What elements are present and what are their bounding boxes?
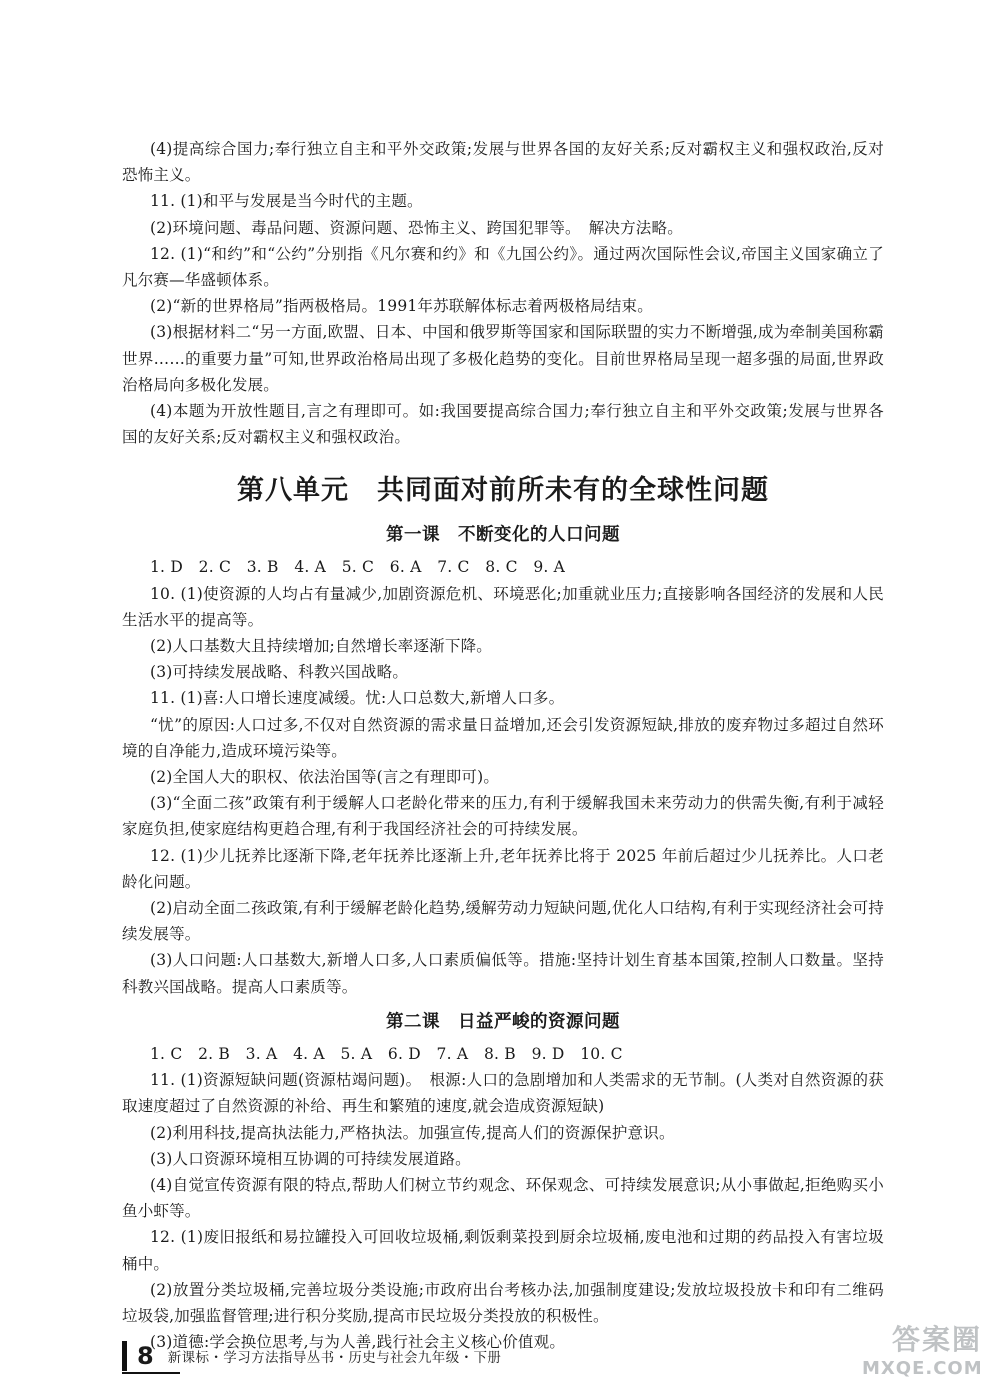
answer-paragraph: 11. (1)资源短缺问题(资源枯竭问题)。 根源:人口的急剧增加和人类需求的无节制。(人类对自然资源的获取速度超过了自然资源的补给、再生和繁殖的速度,就会造成资源短缺) bbox=[122, 1071, 884, 1116]
page-footer bbox=[122, 1338, 501, 1374]
series-title: 新课标・学习方法指导丛书・历史与社会九年级・下册 bbox=[167, 1350, 502, 1366]
top-answer-section bbox=[122, 136, 884, 450]
watermark-logo bbox=[862, 1318, 982, 1388]
answer-paragraph: 10. (1)使资源的人均占有量减少,加剧资源危机、环境恶化;加重就业压力;直接影响各国经济的发展和人民生活水平的提高等。 bbox=[122, 584, 884, 629]
answer-paragraph: (3)人口资源环境相互协调的可持续发展道路。 bbox=[150, 1149, 471, 1168]
answer-paragraph: “忧”的原因:人口过多,不仅对自然资源的需求量日益增加,还会引发资源短缺,排放的废弃物过多超过自然环境的自净能力,造成环境污染等。 bbox=[122, 715, 884, 760]
footer-underline bbox=[122, 1372, 180, 1374]
answer-paragraph: (2)全国人大的职权、依法治国等(言之有理即可)。 bbox=[150, 768, 500, 787]
answer-paragraph: (3)道德:学会换位思考,与为人善,践行社会主义核心价值观。 bbox=[150, 1333, 566, 1352]
page-number: 8 bbox=[137, 1342, 154, 1370]
watermark-text: 答案圈 bbox=[891, 1323, 982, 1356]
answer-paragraph: 11. (1)喜:人口增长速度减缓。忧:人口总数大,新增人口多。 bbox=[150, 689, 565, 708]
answer-paragraph: (3)根据材料二“另一方面,欧盟、日本、中国和俄罗斯等国家和国际联盟的实力不断增强,成为牵制美国称霸世界……的重要力量”可知,世界政治格局出现了多极化趋势的变化。目前世界格局呈现一超多强的局面,世界政治格局向多极化发展。 bbox=[122, 323, 884, 394]
answer-paragraph: (2)启动全面二孩政策,有利于缓解老龄化趋势,缓解劳动力短缺问题,优化人口结构,有利于实现经济社会可持续发展等。 bbox=[122, 899, 884, 944]
page-content bbox=[122, 136, 884, 1355]
lesson-2-title: 第二课 日益严峻的资源问题 bbox=[386, 1011, 620, 1032]
answer-paragraph: 1. D 2. C 3. B 4. A 5. C 6. A 7. C 8. C 9. A bbox=[150, 558, 566, 577]
answer-paragraph: 11. (1)和平与发展是当今时代的主题。 bbox=[150, 192, 423, 211]
lesson-2-answers bbox=[122, 1041, 884, 1355]
unit-title: 第八单元 共同面对前所未有的全球性问题 bbox=[237, 475, 769, 507]
answer-paragraph: (4)本题为开放性题目,言之有理即可。如:我国要提高综合国力;奉行独立自主和平外交政策;发展与世界各国的友好关系;反对霸权主义和强权政治。 bbox=[122, 402, 884, 447]
lesson-1-title: 第一课 不断变化的人口问题 bbox=[386, 525, 620, 546]
answer-paragraph: (3)“全面二孩”政策有利于缓解人口老龄化带来的压力,有利于缓解我国未来劳动力的供需失衡,有利于减轻家庭负担,使家庭结构更趋合理,有利于我国经济社会的可持续发展。 bbox=[122, 794, 884, 839]
answer-paragraph: 12. (1)“和约”和“公约”分别指《凡尔赛和约》和《九国公约》。通过两次国际性会议,帝国主义国家确立了凡尔赛—华盛顿体系。 bbox=[122, 244, 884, 290]
watermark-url: MXQE.COM bbox=[862, 1358, 983, 1379]
footer-bar bbox=[122, 1341, 127, 1371]
answer-paragraph: (2)“新的世界格局”指两极格局。1991年苏联解体标志着两极格局结束。 bbox=[150, 297, 653, 316]
answer-paragraph: (2)放置分类垃圾桶,完善垃圾分类设施;市政府出台考核办法,加强制度建设;发放垃圾投放卡和印有二维码垃圾袋,加强监督管理;进行积分奖励,提高市民垃圾分类投放的积极性。 bbox=[122, 1280, 884, 1325]
answer-paragraph: 12. (1)少儿抚养比逐渐下降,老年抚养比逐渐上升,老年抚养比将于 2025 年前后超过少儿抚养比。人口老龄化问题。 bbox=[122, 846, 884, 891]
answer-paragraph: 1. C 2. B 3. A 4. A 5. A 6. D 7. A 8. B 9. D 10. C bbox=[150, 1044, 623, 1063]
lesson-1-answers bbox=[122, 554, 884, 999]
answer-paragraph: (3)人口问题:人口基数大,新增人口多,人口素质偏低等。措施:坚持计划生育基本国策,控制人口数量。坚持科教兴国战略。提高人口素质等。 bbox=[122, 951, 884, 996]
answer-paragraph: (4)提高综合国力;奉行独立自主和平外交政策;发展与世界各国的友好关系;反对霸权主义和强权政治,反对恐怖主义。 bbox=[122, 140, 884, 185]
answer-paragraph: 12. (1)废旧报纸和易拉罐投入可回收垃圾桶,剩饭剩菜投到厨余垃圾桶,废电池和过期的药品投入有害垃圾桶中。 bbox=[122, 1228, 884, 1273]
answer-paragraph: (2)环境问题、毒品问题、资源问题、恐怖主义、跨国犯罪等。 解决方法略。 bbox=[150, 218, 683, 237]
answer-paragraph: (2)人口基数大且持续增加;自然增长率逐渐下降。 bbox=[150, 637, 492, 656]
answer-paragraph: (2)利用科技,提高执法能力,严格执法。加强宣传,提高人们的资源保护意识。 bbox=[150, 1123, 675, 1142]
answer-paragraph: (4)自觉宣传资源有限的特点,帮助人们树立节约观念、环保观念、可持续发展意识;从小事做起,拒绝购买小鱼小虾等。 bbox=[122, 1175, 884, 1221]
answer-paragraph: (3)可持续发展战略、科教兴国战略。 bbox=[150, 663, 409, 682]
